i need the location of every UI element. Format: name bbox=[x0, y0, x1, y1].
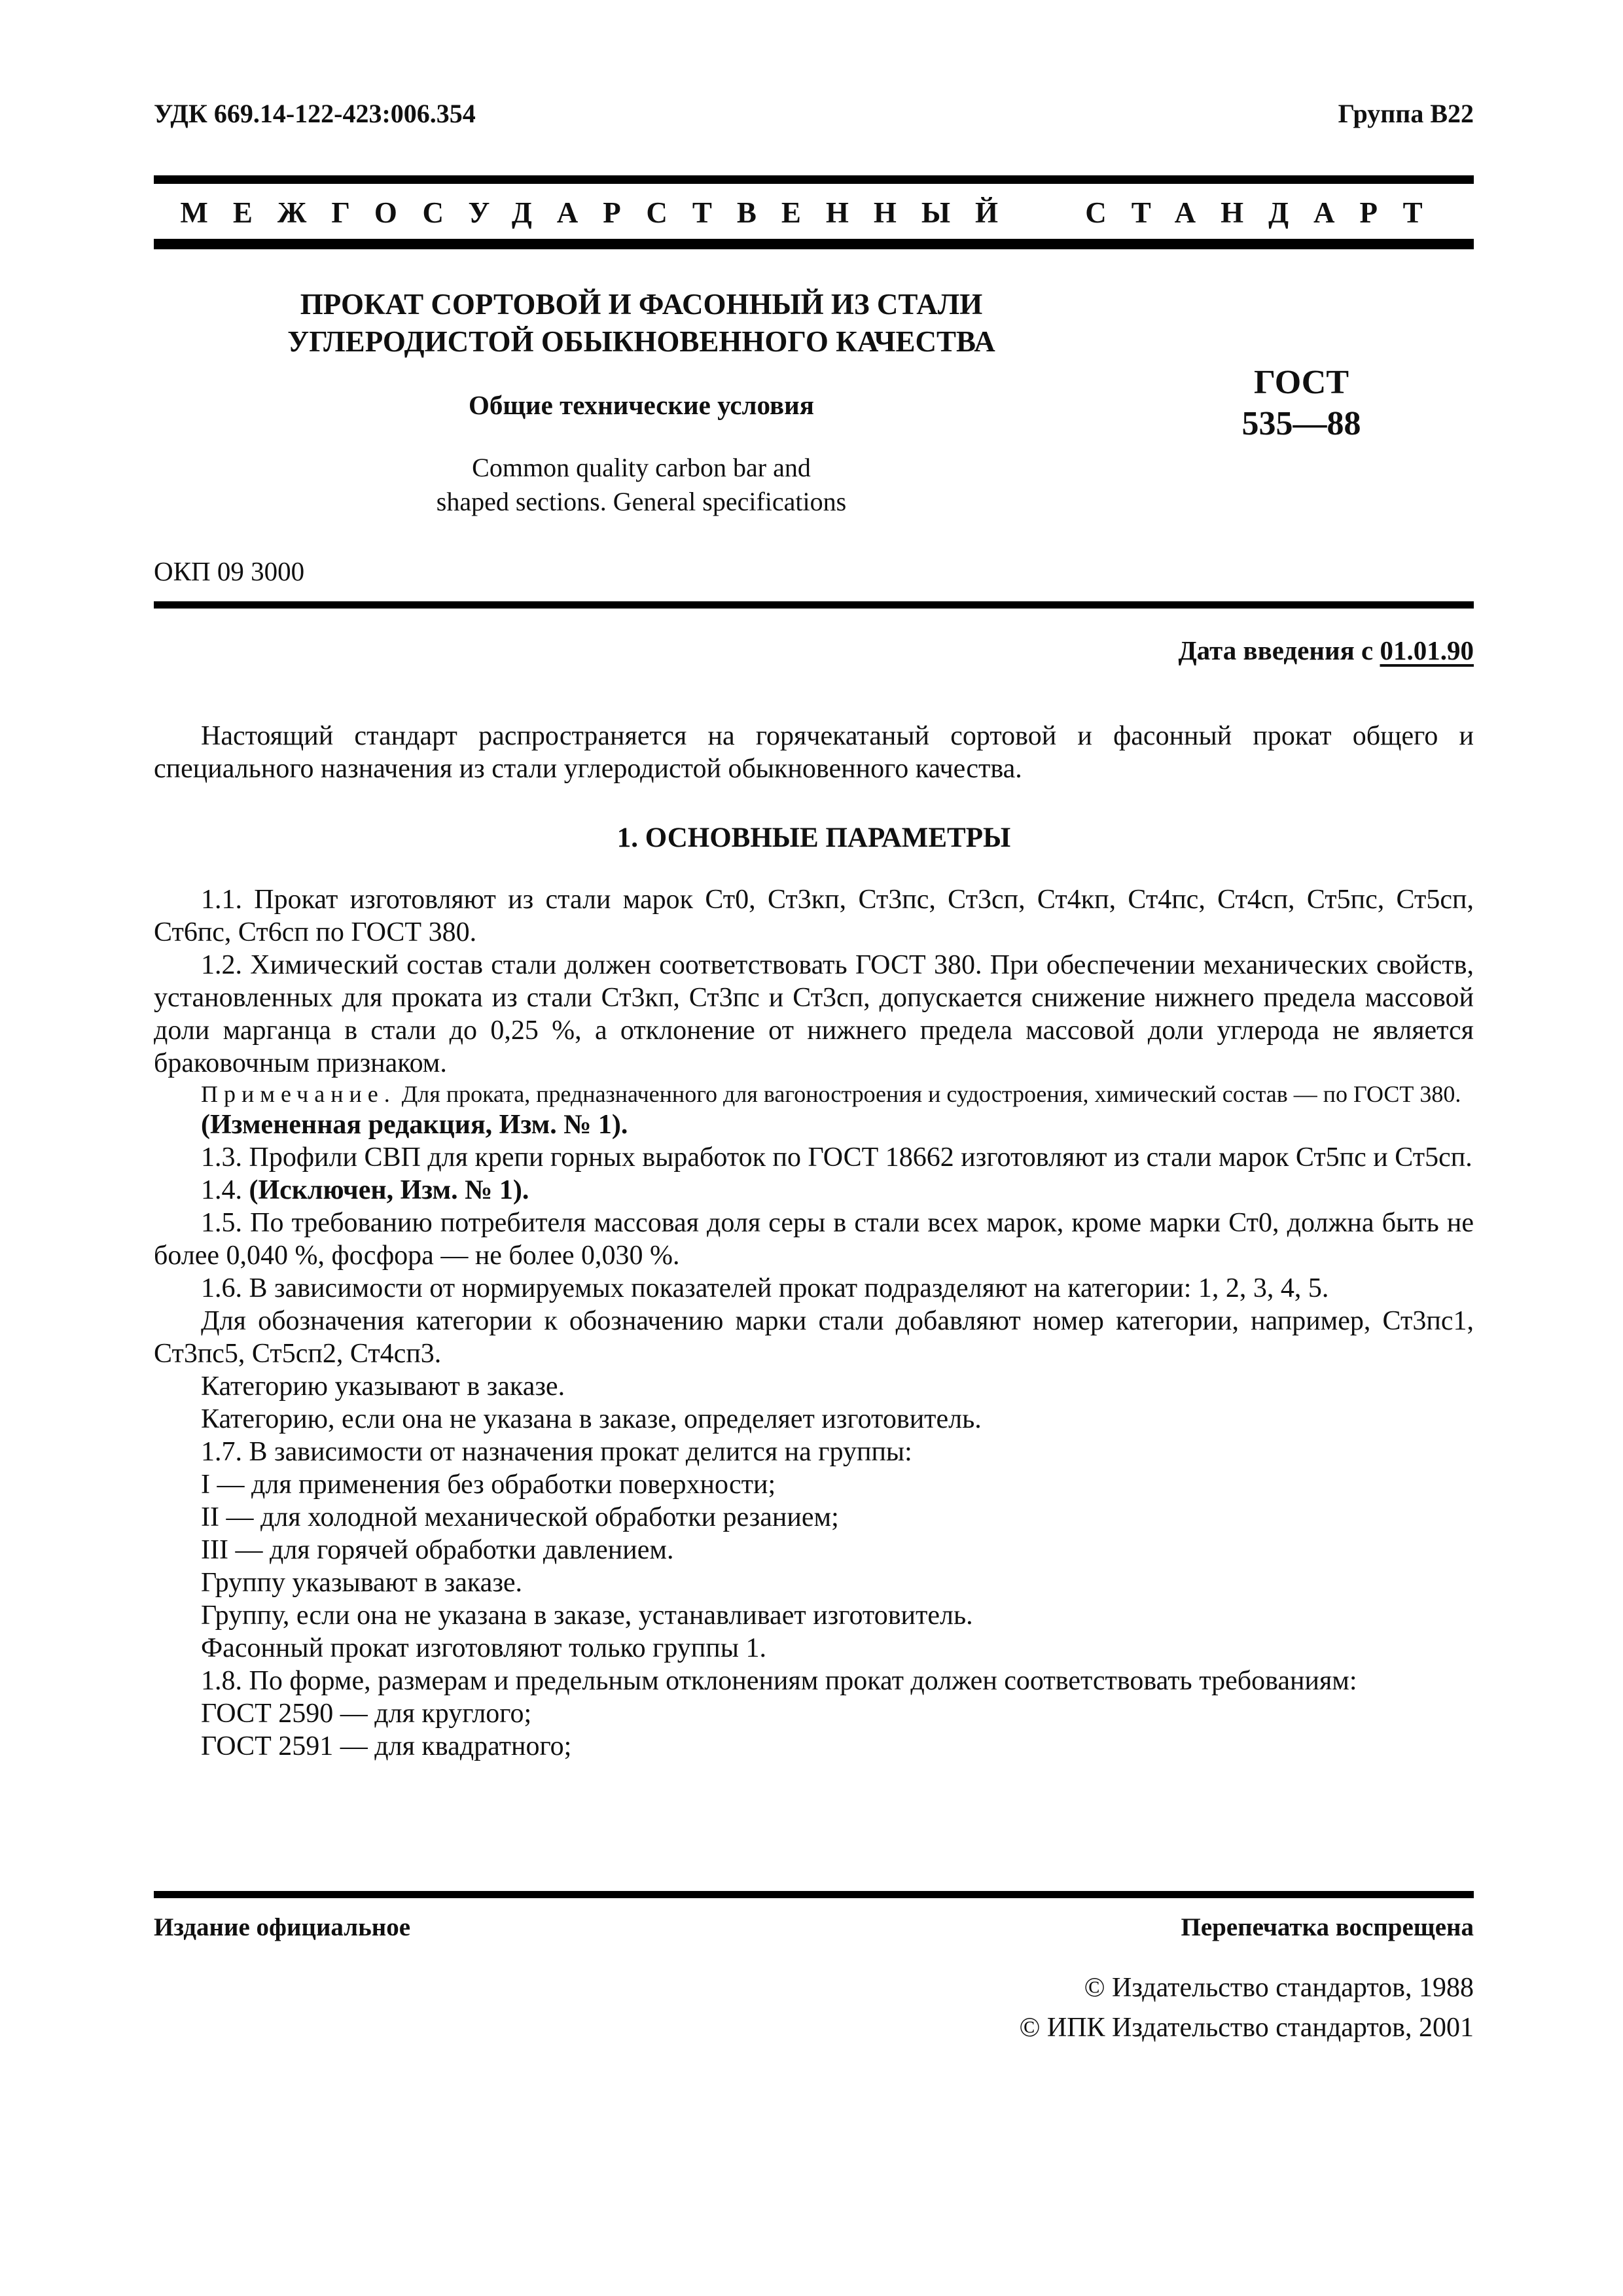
paragraph-1-7: 1.7. В зависимости от назначения прокат делится на группы: bbox=[201, 1437, 912, 1467]
group-default-paragraph: Группу, если она не указана в заказе, устанавливает изготовитель. bbox=[201, 1600, 973, 1631]
group-code: Группа В22 bbox=[1338, 99, 1474, 128]
document-title bbox=[154, 286, 1129, 361]
effective-date-row bbox=[154, 635, 1474, 666]
top-codes-row bbox=[154, 98, 1474, 130]
gost-2590-item: ГОСТ 2590 — для круглого; bbox=[201, 1699, 532, 1729]
document-subtitle: Общие технические условия bbox=[469, 390, 814, 420]
title-left-column bbox=[154, 286, 1129, 519]
document-title-line2: УГЛЕРОДИСТОЙ ОБЫКНОВЕННОГО КАЧЕСТВА bbox=[287, 325, 995, 358]
paragraph-1-6: 1.6. В зависимости от нормируемых показателей прокат подразделяют на категории: 1, 2, 3, 4, 5. bbox=[201, 1273, 1329, 1303]
paragraph-1-3: 1.3. Профили СВП для крепи горных выработок по ГОСТ 18662 изготовляют из стали марок Ст5пс и Ст5сп. bbox=[201, 1142, 1472, 1173]
document-title-line1: ПРОКАТ СОРТОВОЙ И ФАСОННЫЙ ИЗ СТАЛИ bbox=[300, 288, 983, 321]
page-content bbox=[154, 98, 1474, 1763]
footer-rule bbox=[154, 1891, 1474, 1898]
category-order-paragraph: Категорию указывают в заказе. bbox=[201, 1371, 565, 1402]
note-text: Для проката, предназначенного для вагоностроения и судостроения, химический состав — по ГОСТ 380. bbox=[401, 1081, 1461, 1107]
paragraph-1-4-text: (Исключен, Изм. № 1). bbox=[249, 1175, 529, 1205]
paragraph-1-4-number: 1.4. bbox=[201, 1175, 242, 1205]
document-subtitle-english-line1: Common quality carbon bar and bbox=[472, 453, 811, 482]
paragraph-1-8: 1.8. По форме, размерам и предельным отклонениям прокат должен соответствовать требованиям: bbox=[201, 1666, 1357, 1696]
udk-code: УДК 669.14-122-423:006.354 bbox=[154, 99, 476, 128]
standard-designation-number: 535—88 bbox=[1241, 405, 1361, 442]
amended-revision-note: (Измененная редакция, Изм. № 1). bbox=[201, 1110, 628, 1140]
document-subtitle-english-line2: shaped sections. General specifications bbox=[436, 487, 847, 516]
group-iii-item: III — для горячей обработки давлением. bbox=[201, 1535, 674, 1565]
footer-row bbox=[154, 1912, 1474, 1943]
document-subtitle-english bbox=[154, 451, 1129, 519]
section-heading: 1. ОСНОВНЫЕ ПАРАМЕТРЫ bbox=[616, 822, 1011, 853]
group-i-item: I — для применения без обработки поверхности; bbox=[201, 1470, 776, 1500]
group-order-paragraph: Группу указывают в заказе. bbox=[201, 1568, 523, 1598]
standard-designation-label: ГОСТ bbox=[1253, 364, 1349, 401]
gost-2591-item: ГОСТ 2591 — для квадратного; bbox=[201, 1731, 572, 1761]
horizontal-rule bbox=[154, 601, 1474, 609]
title-block bbox=[154, 286, 1474, 519]
paragraph-1-5: 1.5. По требованию потребителя массовая доля серы в стали всех марок, кроме марки Ст0, должна быть не более 0,040 %, фосфора — не более 0,030 %. bbox=[154, 1208, 1474, 1271]
document-body bbox=[154, 720, 1474, 1763]
category-designation-paragraph: Для обозначения категории к обозначению марки стали добавляют номер категории, например, Ст3пс1, Ст3пс5, Ст5сп2, Ст4сп3. bbox=[154, 1306, 1474, 1369]
effective-date-value: 01.01.90 bbox=[1380, 635, 1474, 665]
reprint-prohibited-label: Перепечатка воспрещена bbox=[1181, 1913, 1474, 1941]
paragraph-1-4 bbox=[154, 1174, 1474, 1207]
copyright-2001: © ИПК Издательство стандартов, 2001 bbox=[1019, 2013, 1474, 2043]
okp-code: ОКП 09 3000 bbox=[154, 556, 305, 586]
standard-type-label: МЕЖГОСУДАРСТВЕННЫЙ СТАНДАРТ bbox=[180, 196, 1448, 229]
official-edition-label: Издание официальное bbox=[154, 1913, 411, 1941]
copyright-block bbox=[1019, 1968, 1474, 2048]
intro-paragraph: Настоящий стандарт распространяется на горячекатаный сортовой и фасонный прокат общего и специального назначения из стали углеродистой обыкновенного качества. bbox=[154, 721, 1474, 784]
note-label: Примечание. bbox=[201, 1081, 396, 1107]
shaped-rolled-paragraph: Фасонный прокат изготовляют только группы 1. bbox=[201, 1633, 766, 1663]
paragraph-1-2: 1.2. Химический состав стали должен соответствовать ГОСТ 380. При обеспечении механических свойств, установленных для проката из стали Ст3кп, Ст3пс и Ст3сп, допускается снижение нижнего предела массовой доли марганца в стали до 0,25 %, а отклонение от нижнего предела массовой доли углерода не является браковочным признаком. bbox=[154, 950, 1474, 1078]
standard-type-band bbox=[154, 175, 1474, 249]
copyright-1988: © Издательство стандартов, 1988 bbox=[1084, 1973, 1474, 2003]
category-default-paragraph: Категорию, если она не указана в заказе, определяет изготовитель. bbox=[201, 1404, 982, 1434]
paragraph-1-1: 1.1. Прокат изготовляют из стали марок Ст0, Ст3кп, Ст3пс, Ст3сп, Ст4кп, Ст4пс, Ст4сп, Ст5пс, Ст5сп, Ст6пс, Ст6сп по ГОСТ 380. bbox=[154, 885, 1474, 947]
note-paragraph bbox=[154, 1080, 1474, 1108]
effective-date-label: Дата введения с bbox=[1178, 635, 1374, 665]
standard-designation bbox=[1129, 362, 1474, 519]
group-ii-item: II — для холодной механической обработки резанием; bbox=[201, 1502, 839, 1532]
